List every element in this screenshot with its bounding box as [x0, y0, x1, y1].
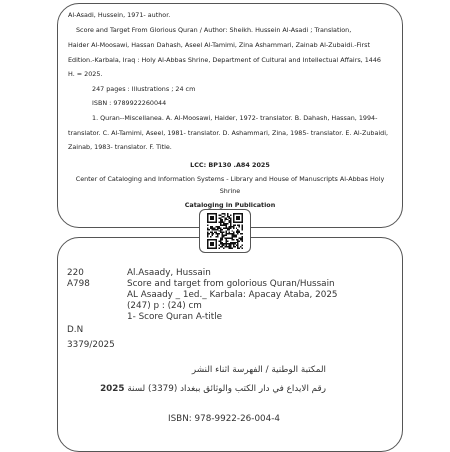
subject-line-2: translator. C. Al-Tamimi, Aseel, 1981- translator. D. Ashammari, Zina, 1985- translator. E. Al-Zubaidi,	[68, 129, 388, 137]
title-entry-1: Score and target from golorious Quran/Hussain	[127, 279, 335, 289]
arabic-deposit-line	[100, 384, 326, 395]
qr-code-frame	[199, 209, 251, 253]
title-entry-2: AL Asaady _ 1ed._ Karbala: Apacay Ataba, 2025	[127, 290, 338, 300]
catalog-card-iraqi	[57, 237, 403, 452]
author-entry: Al.Asaady, Hussain	[127, 268, 211, 278]
isbn-line: ISBN : 9789922260044	[92, 99, 167, 107]
title-line-2: Haider Al-Moosawi, Hassan Dahash, Aseel Al-Tamimi, Zina Ashammari, Zainab Al-Zubaidi.-First	[68, 41, 370, 49]
extent-entry: (247) p : (24) cm	[127, 301, 202, 311]
arabic-heading: المكتبة الوطنية / الفهرسة اثناء النشر	[191, 365, 326, 375]
lcc-number: LCC: BP130 .A84 2025	[190, 161, 270, 169]
dn-number: 3379/2025	[67, 340, 115, 350]
center-name-line-2: Shrine	[219, 187, 241, 195]
arabic-deposit-text: رقم الايداع في دار الكتب والوثائق ببغداد (3379) لسنة	[127, 384, 326, 394]
cip-label: Cataloging in Publication	[184, 201, 276, 209]
class-number: 220	[67, 268, 84, 278]
subject-line-3: Zainab, 1983- translator. F. Title.	[68, 143, 172, 151]
center-name-line-1: Center of Cataloging and Information Systems - Library and House of Manuscripts Al-Abbas Holy	[75, 175, 385, 183]
author-heading: Al-Asadi, Hussein, 1971- author.	[68, 11, 171, 19]
physical-description: 247 pages : Illustrations ; 24 cm	[92, 85, 196, 93]
title-line-3: Edition.-Karbala, Iraq : Holy Al-Abbas Shrine, Department of Cultural and Intellectual Affairs, 1446	[68, 56, 381, 64]
catalog-card-english	[57, 3, 403, 228]
title-line-4: H. = 2025.	[68, 70, 103, 78]
dn-label: D.N	[67, 325, 84, 335]
qr-code-icon	[207, 213, 243, 249]
title-line-1: Score and Target From Glorious Quran / Author: Sheikh. Hussein Al-Asadi ; Translation,	[76, 26, 352, 34]
subject-entry: 1- Score Quran A-title	[127, 312, 223, 322]
isbn-iraqi: ISBN: 978-9922-26-004-4	[168, 414, 281, 424]
subject-line-1: 1. Quran--Miscellanea. A. Al-Moosawi, Haider, 1972- translator. B. Dahash, Hassan, 1994-	[92, 114, 378, 122]
cutter-number: A798	[67, 279, 90, 289]
deposit-year: 2025	[100, 384, 125, 394]
